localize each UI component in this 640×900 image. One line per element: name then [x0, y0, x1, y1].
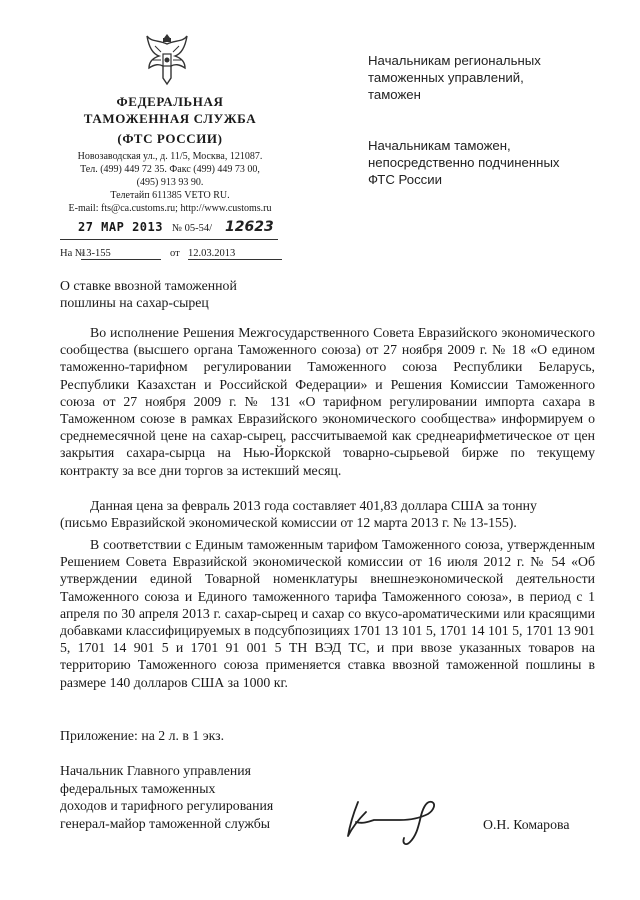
address-line-5: E-mail: fts@ca.customs.ru; http://www.customs.ru: [68, 203, 272, 214]
recipient-2-line-1: Начальникам таможен,: [368, 138, 511, 153]
ref-number: 13-155: [81, 248, 161, 260]
subject-line-2: пошлины на сахар-сырец: [60, 295, 209, 310]
sender-address: [50, 150, 290, 215]
coat-of-arms-icon: [143, 30, 191, 86]
ref-date: 12.03.2013: [188, 248, 282, 260]
date-stamp: 27 МАР 2013: [78, 220, 163, 234]
outgoing-number-handwritten: 12623: [225, 219, 274, 235]
signatory-name: О.Н. Комарова: [483, 817, 570, 832]
recipient-1-line-3: таможен: [368, 87, 421, 102]
outgoing-number-prefix: № 05-54/: [172, 223, 213, 234]
org-line-1: ФЕДЕРАЛЬНАЯ: [116, 94, 224, 109]
recipient-2-line-3: ФТС России: [368, 172, 442, 187]
attachment-note: Приложение: на 2 л. в 1 экз.: [60, 728, 225, 743]
registration-line: [60, 219, 278, 240]
body-paragraph-2-line-2: (письмо Евразийской экономической комиссии от 12 марта 2013 г. № 13-155).: [60, 515, 517, 530]
recipient-group-2: [368, 137, 618, 188]
letter-subject: [60, 277, 320, 311]
recipient-1-line-2: таможенных управлений,: [368, 70, 524, 85]
handwritten-signature: [340, 790, 460, 850]
signatory-title-line-4: генерал-майор таможенной службы: [60, 815, 271, 831]
org-line-2: ТАМОЖЕННАЯ СЛУЖБА: [83, 111, 257, 126]
sender-org-name: [60, 93, 280, 147]
signatory-title: [60, 762, 320, 832]
ref-date-label: от: [170, 248, 180, 259]
ref-label: На №: [60, 248, 85, 259]
signatory-title-line-3: доходов и тарифного регулирования: [60, 798, 274, 813]
address-line-2: Тел. (499) 449 72 35. Факс (499) 449 73 00,: [80, 164, 260, 175]
subject-line-1: О ставке ввозной таможенной: [60, 278, 237, 293]
recipient-2-line-2: непосредственно подчиненных: [368, 155, 560, 170]
reference-line: [60, 246, 282, 264]
body-paragraph-2-line-1: Данная цена за февраль 2013 года составляет 401,83 доллара США за тонну: [90, 498, 537, 513]
body-paragraph-1: Во исполнение Решения Межгосударственного Совета Евразийского экономического сообщества (высшего органа Таможенного союза) от 27 ноября 2009 г. № 18 «О едином таможенно-тарифном регулировании Таможенного союза Республики Беларусь, Республики Казахстан и Российской Федерации» и Решения Комиссии Таможенного союза от 27 ноября 2009 г. № 131 «О тарифном регулировании импорта сахара в Таможенном союзе в рамках Евразийского экономического сообщества» информируем о среднемесячной цене на сахар-сырец, рассчитываемой как среднеарифметическое от цен закрытия сахара-сырца на Нью-Йоркской товарно-сырьевой бирже по текущему контракту за все дни торгов за истекший месяц.: [60, 325, 595, 478]
address-line-4: Телетайп 611385 VETO RU.: [110, 190, 230, 201]
body-paragraph-3: В соответствии с Единым таможенным тарифом Таможенного союза, утвержденным Решением Совета Евразийской экономической комиссии от 16 июля 2012 г. № 54 «Об утверждении единой Товарной номенклатуры внешнеэкономической деятельности Таможенного союза и Единого таможенного тарифа Таможенного союза», в период с 1 апреля по 30 апреля 2013 г. сахар-сырец и сахар со вкусо-ароматическими или красящими добавками классифицируемых в подсубпозициях 1701 13 101 5, 1701 14 101 5, 1701 13 901 5, 1701 14 901 5 и 1701 91 001 5 ТН ВЭД ТС, и при ввозе указанных товаров на территорию Таможенного союза применяется ставка ввозной таможенной пошлины в размере 140 долларов США за 1000 кг.: [60, 537, 595, 690]
address-line-1: Новозаводская ул., д. 11/5, Москва, 121087.: [77, 151, 263, 162]
org-short-name: (ФТС РОССИИ): [117, 131, 223, 146]
signatory-title-line-2: федеральных таможенных: [60, 780, 216, 796]
recipient-group-1: [368, 52, 618, 103]
signatory-title-line-1: Начальник Главного управления: [60, 763, 251, 778]
address-line-3: (495) 913 93 90.: [136, 177, 204, 188]
recipient-1-line-1: Начальникам региональных: [368, 53, 541, 68]
